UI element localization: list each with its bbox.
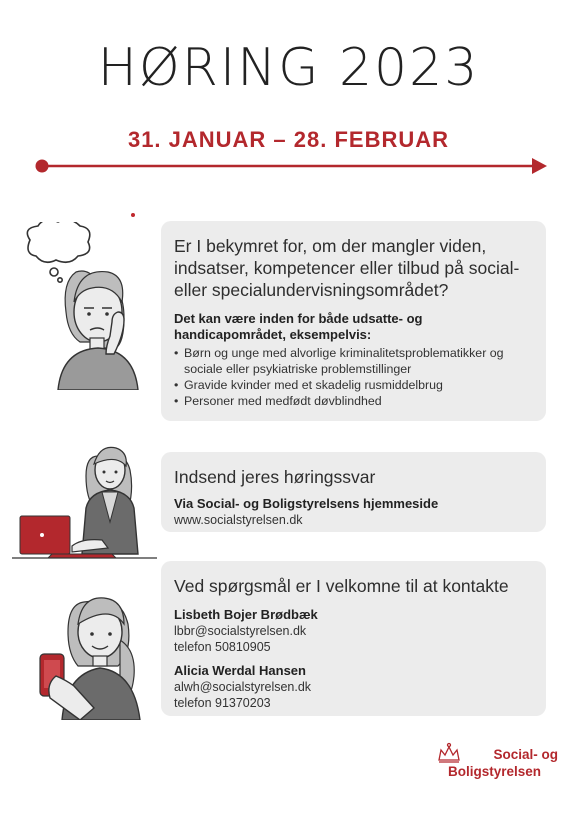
submit-heading: Indsend jeres høringssvar: [174, 467, 376, 487]
list-item: • Gravide kvinder med et skadelig rusmiddelbrug: [174, 377, 532, 393]
list-item: • Personer med medfødt døvblindhed: [174, 393, 532, 409]
contact-person: [174, 607, 532, 655]
agency-name-line2: Boligstyrelsen: [448, 764, 542, 779]
agency-name: [448, 746, 558, 780]
contact-heading: Ved spørgsmål er I velkomne til at kontakte: [174, 576, 509, 596]
contact-name: Lisbeth Bojer Brødbæk: [174, 607, 318, 622]
list-item: • Børn og unge med alvorlige kriminalitetsproblematikker og sociale eller psykiatriske problemstillinger: [174, 345, 532, 377]
areas-subheading: Det kan være inden for både udsatte- og handicapområdet, eksempelvis:: [174, 311, 423, 342]
contact-phone[interactable]: telefon 50810905: [174, 640, 271, 654]
contact-card: [161, 561, 546, 716]
agency-name-line1: Social- og: [493, 747, 558, 762]
submit-via: Via Social- og Boligstyrelsens hjemmeside: [174, 496, 439, 511]
page-title: HØRING 2023: [97, 38, 480, 98]
consultation-period: 31. JANUAR – 28. FEBRUAR: [127, 127, 450, 152]
website-link[interactable]: www.socialstyrelsen.dk: [174, 513, 303, 527]
contact-email[interactable]: alwh@socialstyrelsen.dk: [174, 680, 312, 694]
contact-name: Alicia Werdal Hansen: [174, 663, 306, 678]
worried-woman-illustration: [18, 222, 158, 390]
examples-list: [174, 345, 532, 409]
decorative-dot: [131, 213, 135, 217]
woman-laptop-illustration: [12, 436, 157, 561]
agency-logo: [436, 738, 556, 788]
contact-person: [174, 663, 532, 711]
contact-phone[interactable]: telefon 91370203: [174, 696, 271, 710]
timeline-arrow: [34, 155, 549, 177]
concern-question: Er I bekymret for, om der mangler viden, indsatser, kompetencer eller tilbud på social- eller specialundervisningsområdet?: [174, 236, 520, 300]
woman-phone-illustration: [34, 580, 159, 720]
contact-email[interactable]: lbbr@socialstyrelsen.dk: [174, 624, 307, 638]
submit-card: [161, 452, 546, 532]
concern-card: [161, 221, 546, 421]
